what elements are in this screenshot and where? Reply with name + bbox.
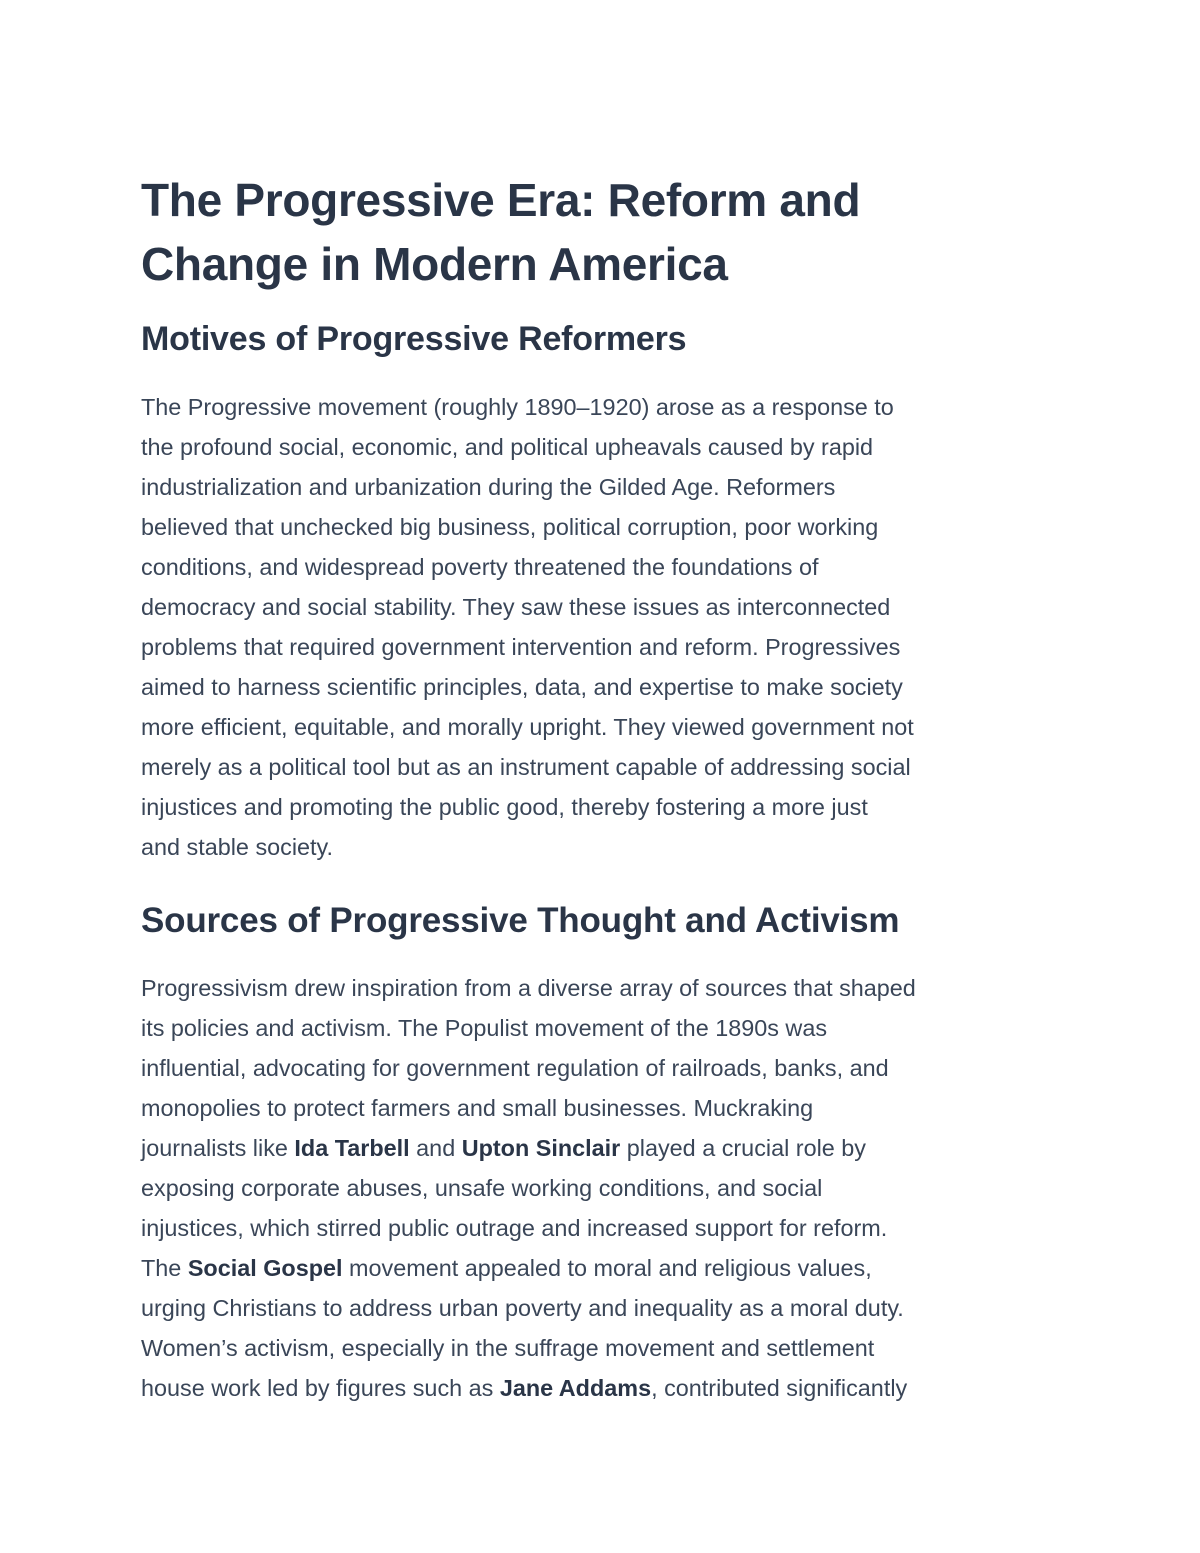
paragraph-line: industrialization and urbanization during the Gilded Age. Reformers xyxy=(141,474,836,500)
text-run: its policies and activism. The Populist movement of the 1890s was xyxy=(141,1015,828,1041)
bold-name-jane-addams: Jane Addams xyxy=(499,1375,652,1401)
paragraph-line: problems that required government intervention and reform. Progressives xyxy=(141,634,901,660)
text-run: played a crucial role by xyxy=(620,1135,866,1161)
text-run: urging Christians to address urban poverty and inequality as a moral duty. xyxy=(141,1295,904,1321)
document-title xyxy=(141,168,1071,296)
title-line-2: Change in Modern America xyxy=(141,238,728,290)
bold-term-social-gospel: Social Gospel xyxy=(187,1255,343,1281)
text-run: house work led by figures such as xyxy=(141,1375,500,1401)
paragraph-sources xyxy=(141,968,1071,1408)
text-run: Progressivism drew inspiration from a diverse array of sources that shaped xyxy=(141,975,916,1001)
paragraph-line: The Progressive movement (roughly 1890–1920) arose as a response to xyxy=(141,394,894,420)
section-heading-motives: Motives of Progressive Reformers xyxy=(141,320,687,358)
paragraph-line: and stable society. xyxy=(141,834,334,860)
bold-name-ida-tarbell: Ida Tarbell xyxy=(294,1135,410,1161)
paragraph-line xyxy=(141,1008,1071,1048)
paragraph-line: merely as a political tool but as an instrument capable of addressing social xyxy=(141,754,911,780)
text-run: exposing corporate abuses, unsafe working conditions, and social xyxy=(141,1175,823,1201)
paragraph-line xyxy=(141,1288,1071,1328)
paragraph-motives xyxy=(141,387,1071,867)
paragraph-line xyxy=(141,1208,1071,1248)
paragraph-line: democracy and social stability. They saw these issues as interconnected xyxy=(141,594,891,620)
section-heading-sources: Sources of Progressive Thought and Activism xyxy=(141,901,900,940)
text-run: and xyxy=(409,1135,462,1161)
paragraph-line: more efficient, equitable, and morally upright. They viewed government not xyxy=(141,714,914,740)
paragraph-line xyxy=(141,1048,1071,1088)
paragraph-line xyxy=(141,1128,1071,1168)
text-run: The xyxy=(141,1255,188,1281)
text-run: , contributed significantly xyxy=(651,1375,908,1401)
text-run: movement appealed to moral and religious values, xyxy=(342,1255,872,1281)
text-run: journalists like xyxy=(141,1135,295,1161)
bold-name-upton-sinclair: Upton Sinclair xyxy=(461,1135,621,1161)
paragraph-line: injustices and promoting the public good, thereby fostering a more just xyxy=(141,794,868,820)
text-run: influential, advocating for government regulation of railroads, banks, and xyxy=(141,1055,889,1081)
paragraph-line xyxy=(141,1328,1071,1368)
document-page xyxy=(141,168,1071,1408)
paragraph-line: aimed to harness scientific principles, data, and expertise to make society xyxy=(141,674,903,700)
paragraph-line xyxy=(141,1248,1071,1288)
paragraph-line: conditions, and widespread poverty threatened the foundations of xyxy=(141,554,819,580)
text-run: Women’s activism, especially in the suffrage movement and settlement xyxy=(141,1335,875,1361)
paragraph-line xyxy=(141,968,1071,1008)
paragraph-line xyxy=(141,1368,1071,1408)
paragraph-line: believed that unchecked big business, political corruption, poor working xyxy=(141,514,879,540)
paragraph-line xyxy=(141,1088,1071,1128)
title-line-1: The Progressive Era: Reform and xyxy=(141,174,861,226)
paragraph-line: the profound social, economic, and political upheavals caused by rapid xyxy=(141,434,874,460)
paragraph-line xyxy=(141,1168,1071,1208)
text-run: monopolies to protect farmers and small businesses. Muckraking xyxy=(141,1095,814,1121)
text-run: injustices, which stirred public outrage and increased support for reform. xyxy=(141,1215,888,1241)
